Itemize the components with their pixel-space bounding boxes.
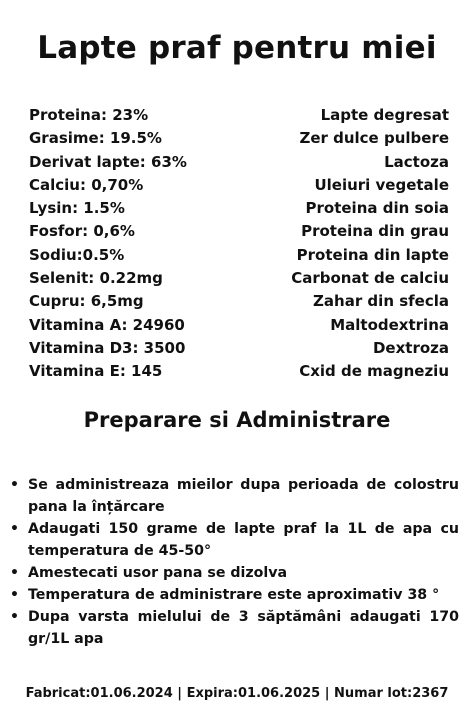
list-row: [29, 314, 449, 337]
bullet-icon: •: [10, 477, 19, 493]
list-row: [29, 290, 449, 313]
instruction-text: Temperatura de administrare este aproximativ 38 °: [28, 587, 440, 603]
nutrient-value: Sodiu:0.5%: [29, 245, 125, 264]
nutrient-value: Lysin: 1.5%: [29, 199, 125, 218]
ingredient-name: Zer dulce pulbere: [299, 129, 449, 148]
nutrient-value: Fosfor: 0,6%: [29, 222, 135, 241]
nutrient-value: Vitamina D3: 3500: [29, 338, 186, 357]
nutrient-value: Grasime: 19.5%: [29, 129, 162, 148]
nutrient-value: Vitamina A: 24960: [29, 315, 185, 334]
ingredient-name: Uleiuri vegetale: [314, 175, 449, 194]
instruction-text: Se administreaza mieilor dupa perioada de colostru pana la înțărcare: [28, 477, 459, 515]
list-row: [29, 197, 449, 220]
ingredient-name: Proteina din grau: [301, 222, 449, 241]
ingredient-name: Maltodextrina: [330, 315, 449, 334]
nutrient-value: Vitamina E: 145: [29, 362, 163, 381]
product-title: Lapte praf pentru miei: [37, 30, 437, 66]
bullet-icon: •: [10, 521, 19, 537]
nutrient-value: Selenit: 0.22mg: [29, 269, 163, 288]
instruction-text: Amestecati usor pana se dizolva: [28, 565, 288, 581]
ingredient-name: Lactoza: [384, 152, 449, 171]
ingredient-name: Zahar din sfecla: [313, 292, 449, 311]
ingredient-name: Cxid de magneziu: [299, 362, 449, 381]
list-item: [10, 606, 459, 650]
list-row: [29, 267, 449, 290]
ingredient-name: Lapte degresat: [320, 106, 449, 124]
ingredient-name: Carbonat de calciu: [291, 269, 449, 288]
list-item: [10, 518, 459, 562]
list-item: [10, 562, 459, 584]
nutrient-value: Derivat lapte: 63%: [29, 152, 187, 171]
instruction-text: Adaugati 150 grame de lapte praf la 1L de apa cu temperatura de 45-50°: [28, 521, 459, 559]
section-heading: Preparare si Administrare: [83, 408, 391, 432]
nutrient-value: Cupru: 6,5mg: [29, 292, 144, 311]
ingredient-name: Proteina din soia: [305, 199, 449, 218]
list-row: [29, 127, 449, 150]
instructions-list: [10, 474, 459, 650]
list-row: [29, 337, 449, 360]
list-row: [29, 151, 449, 174]
list-row: [29, 220, 449, 243]
bullet-icon: •: [10, 565, 19, 581]
batch-info-footer: Fabricat:01.06.2024 | Expira:01.06.2025 | Numar lot:2367: [25, 686, 449, 701]
list-item: [10, 584, 459, 606]
list-row: [29, 104, 449, 127]
nutrient-value: Proteina: 23%: [29, 106, 149, 124]
nutrient-value: Calciu: 0,70%: [29, 175, 144, 194]
list-row: [29, 174, 449, 197]
bullet-icon: •: [10, 587, 19, 603]
bullet-icon: •: [10, 609, 19, 625]
list-row: [29, 360, 449, 383]
nutrient-ingredient-list: [29, 104, 449, 384]
list-row: [29, 244, 449, 267]
instruction-text: Dupa varsta mielului de 3 săptămâni adaugati 170 gr/1L apa: [28, 609, 459, 647]
list-item: [10, 474, 459, 518]
ingredient-name: Proteina din lapte: [296, 245, 449, 264]
ingredient-name: Dextroza: [372, 338, 449, 357]
